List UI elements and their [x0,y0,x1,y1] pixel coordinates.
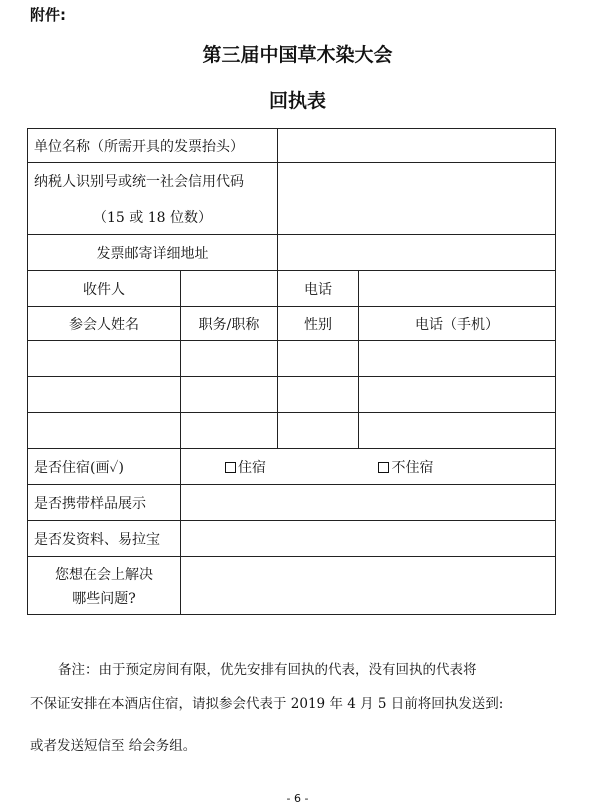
questions-label-cell [28,557,181,615]
attendee-row [28,413,556,449]
attendee-mobile-header: 电话（手机） [359,307,556,341]
note-line-3: 或者发送短信至 给会务组。 [30,738,197,754]
lodging-options-cell [181,449,556,485]
attendee-row [28,377,556,413]
taxpayer-id-label: 纳税人识别号或统一社会信用代码 [34,173,244,190]
attendee-name-cell[interactable] [28,341,181,377]
attendee-name-cell[interactable] [28,413,181,449]
taxpayer-id-label-cell [28,163,278,235]
attendee-position-cell[interactable] [181,413,278,449]
samples-input-cell[interactable] [181,485,556,521]
taxpayer-id-input-cell[interactable] [278,163,556,235]
attendee-gender-cell[interactable] [278,341,359,377]
lodging-no-label: 不住宿 [391,459,434,476]
phone-input-cell[interactable] [359,271,556,307]
attendee-row [28,341,556,377]
page-subtitle: 回执表 [268,90,326,112]
lodging-yes-label: 住宿 [238,459,266,476]
receipt-form-table [27,128,556,615]
attendee-position-cell[interactable] [181,377,278,413]
checkbox-icon[interactable] [225,462,236,473]
attendee-position-header: 职务/职称 [181,307,278,341]
questions-input-cell[interactable] [181,557,556,615]
phone-label: 电话 [278,271,359,307]
attendee-name-cell[interactable] [28,377,181,413]
attendee-mobile-cell[interactable] [359,413,556,449]
samples-row [28,485,556,521]
page-number: - 6 - [286,792,309,805]
recipient-input-cell[interactable] [181,271,278,307]
taxpayer-id-digits-note: （15 或 18 位数） [93,209,212,226]
attendee-gender-cell[interactable] [278,413,359,449]
note-line-2: 不保证安排在本酒店住宿，请拟参会代表于 2019 年 4 月 5 日前将回执发送到: [30,696,504,712]
attendee-mobile-cell[interactable] [359,377,556,413]
invoice-address-row [28,235,556,271]
questions-label-line1: 您想在会上解决 [55,566,153,583]
recipient-label: 收件人 [28,271,181,307]
lodging-no-option[interactable] [378,457,433,477]
attendee-gender-cell[interactable] [278,377,359,413]
attendee-header-row [28,307,556,341]
note-line-1: 备注：由于预定房间有限，优先安排有回执的代表，没有回执的代表将 [58,662,477,678]
checkbox-icon[interactable] [378,462,389,473]
invoice-address-input-cell[interactable] [278,235,556,271]
unit-name-label: 单位名称（所需开具的发票抬头） [28,129,278,163]
taxpayer-id-row [28,163,556,235]
page-title: 第三届中国草木染大会 [202,44,393,66]
attendee-name-header: 参会人姓名 [28,307,181,341]
materials-label: 是否发资料、易拉宝 [28,521,181,557]
lodging-yes-option[interactable] [225,457,266,477]
questions-row [28,557,556,615]
lodging-row [28,449,556,485]
attendee-mobile-cell[interactable] [359,341,556,377]
attendee-gender-header: 性别 [278,307,359,341]
samples-label: 是否携带样品展示 [28,485,181,521]
recipient-row [28,271,556,307]
attendee-position-cell[interactable] [181,341,278,377]
invoice-address-label: 发票邮寄详细地址 [28,235,278,271]
attachment-label: 附件: [30,6,66,24]
questions-label-line2: 哪些问题? [72,590,136,607]
unit-name-row [28,129,556,163]
materials-row [28,521,556,557]
materials-input-cell[interactable] [181,521,556,557]
lodging-label: 是否住宿(画✓) [28,449,181,485]
unit-name-input-cell[interactable] [278,129,556,163]
